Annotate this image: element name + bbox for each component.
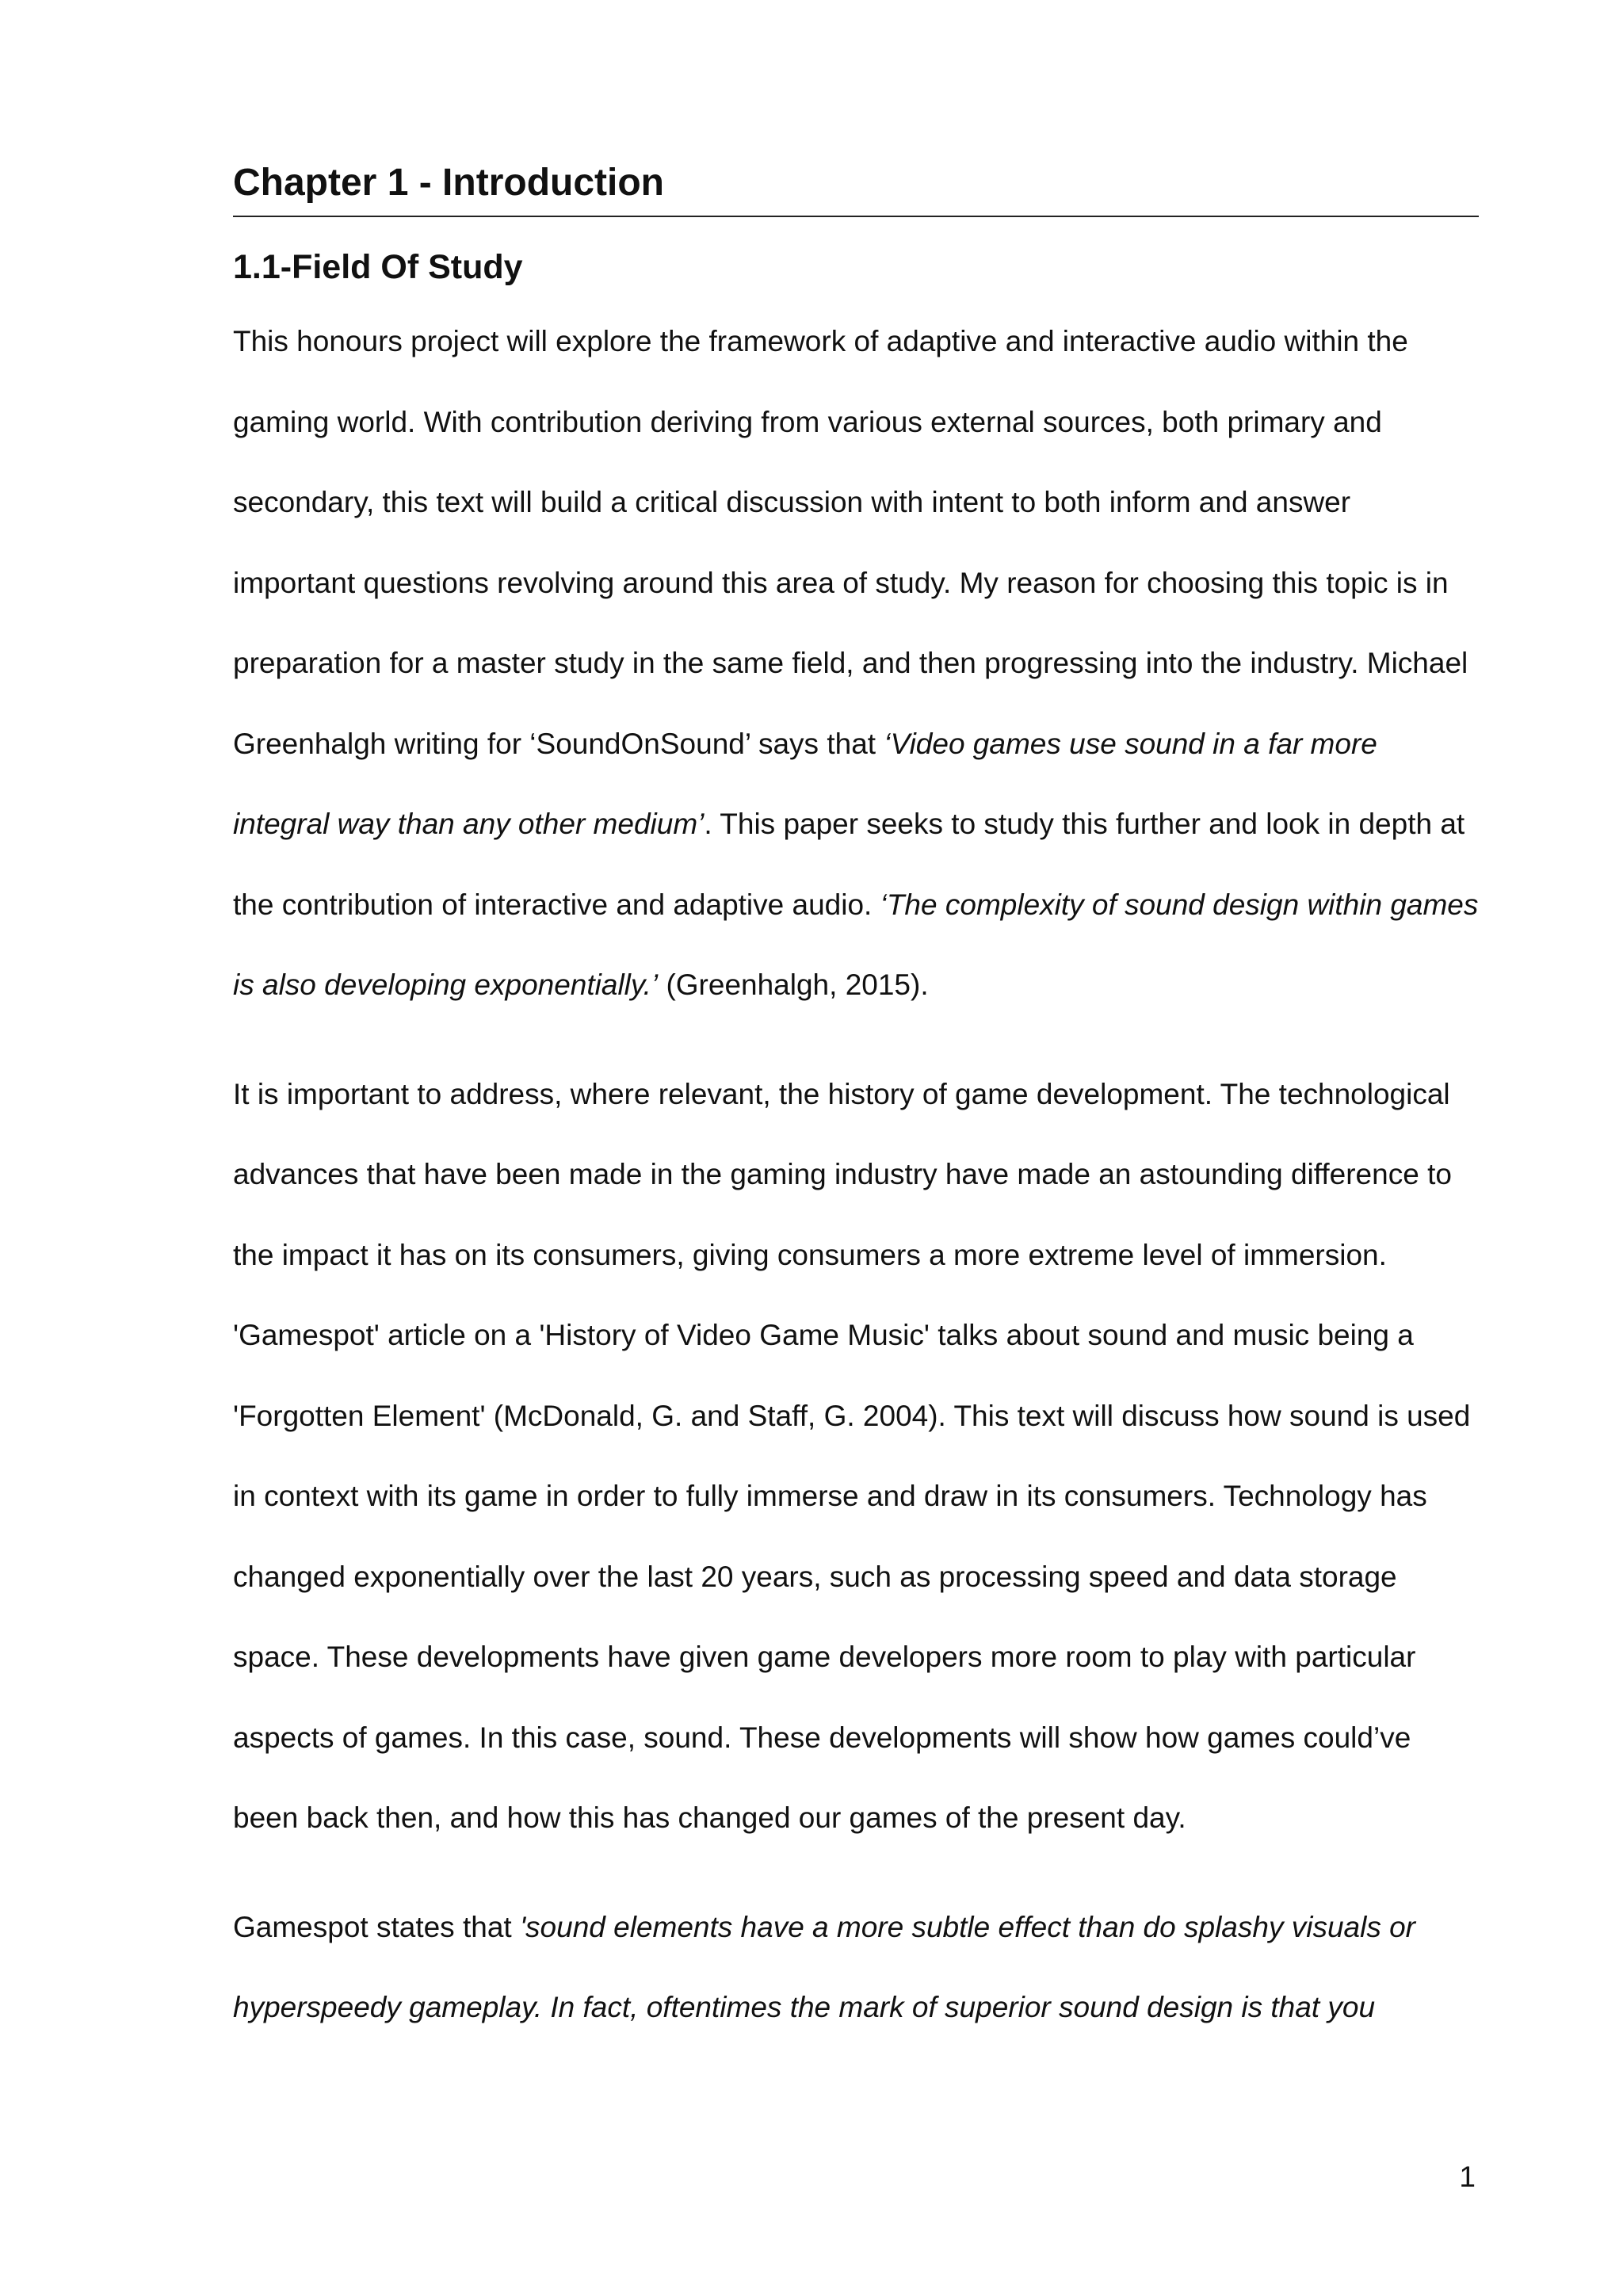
text-run: . This paper seeks to study this further and look in depth at the contribution of interactive and adaptive audio. <box>233 808 1465 921</box>
text-run: Gamespot states that <box>233 1910 520 1943</box>
quote-run: 'sound elements have a more subtle effect than do splashy visuals or hyperspeedy gameplay. In fact, oftentimes the mark of superior sound design is that you <box>233 1910 1416 2023</box>
section-title: 1.1-Field Of Study <box>233 248 523 286</box>
page-content <box>233 151 1479 2048</box>
paragraph-history <box>233 1054 1479 1859</box>
quote-run: ‘The complexity of sound design within games is also developing exponentially.’ <box>233 888 1479 1001</box>
text-run: This honours project will explore the framework of adaptive and interactive audio within the gaming world. With contribution deriving from various external sources, both primary and secondary, this text will build a critical discussion with intent to both inform and answer important questions revolving around this area of study. My reason for choosing this topic is in preparation for a master study in the same field, and then progressing into the industry. Michael Greenhalgh writing for ‘SoundOnSound’ says that <box>233 325 1468 760</box>
citation-run: (Greenhalgh, 2015). <box>658 968 929 1001</box>
chapter-title: Chapter 1 - Introduction <box>233 151 1479 217</box>
page-number: 1 <box>1459 2160 1476 2193</box>
quote-run: ‘Video games use sound in a far more integral way than any other medium’ <box>233 727 1377 840</box>
paragraph-intro <box>233 301 1479 1026</box>
text-run: It is important to address, where relevant, the history of game development. The technological advances that have been made in the gaming industry have made an astounding difference to the impact it has on its consumers, giving consumers a more extreme level of immersion. 'Gamespot' article on a 'History of Video Game Music' talks about sound and music being a 'Forgotten Element' (McDonald, G. and Staff, G. 2004). This text will discuss how sound is used in context with its game in order to fully immerse and draw in its consumers. Technology has changed exponentially over the last 20 years, such as processing speed and data storage space. These developments have given game developers more room to play with particular aspects of games. In this case, sound. These developments will show how games could’ve been back then, and how this has changed our games of the present day. <box>233 1077 1471 1834</box>
paragraph-gamespot <box>233 1887 1479 2048</box>
